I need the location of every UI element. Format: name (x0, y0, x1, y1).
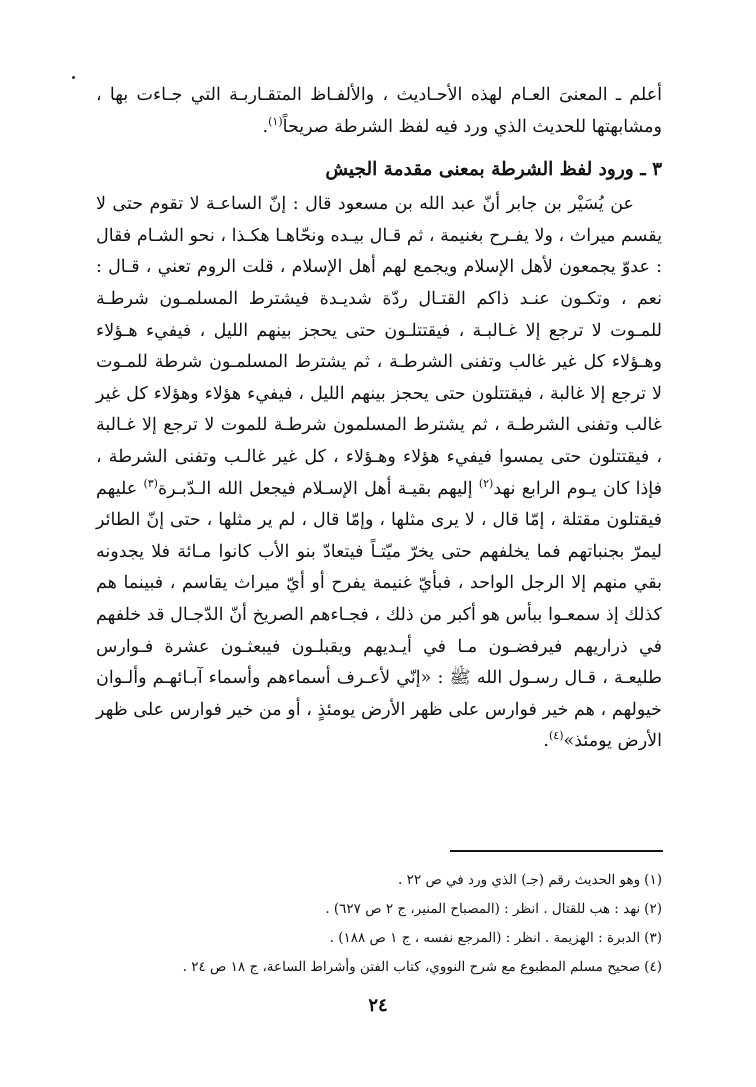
intro-paragraph (96, 80, 662, 143)
footnote-ref-3: (٣) (143, 476, 158, 490)
main-text-block (96, 80, 662, 758)
footnote-item (96, 953, 662, 982)
hadith-paragraph-end: . (543, 731, 549, 752)
footnote-number: (٢) (644, 901, 662, 917)
page-number: ٢٤ (368, 995, 388, 1016)
section-heading (96, 153, 662, 187)
hadith-paragraph (96, 189, 662, 758)
section-heading-number: ٣ ـ (640, 159, 662, 181)
footnote-item (96, 895, 662, 924)
footnote-item (96, 924, 662, 953)
section-heading-title: ورود لفظ الشرطة بمعنى مقدمة الجيش (325, 159, 634, 181)
footnote-item (96, 866, 662, 895)
footnote-separator-rule (450, 850, 663, 852)
footnote-number: (٤) (644, 959, 662, 975)
hadith-paragraph-part1: عن يُسَيْر بن جابر أنّ عبد الله بن مسعود قال : إنّ الساعـة لا تقوم حتى لا يقسم ميراث ، ولا يفـرح بغنيمة ، ثم قـال بيـده ونحّاهـا هكـذا ، نحو الشـام فقال : عدوّ يجمعون لأهل الإسلام ويجمع لهم أهل الإسلام ، قلت الروم تعني ، قـال : نعم ، وتكـون عنـد ذاكم القتـال ردّة شديـدة فيشترط المسلمـون شرطـة للمـوت لا ترجع إلا غـالبـة ، فيقتتلـون حتى يحجز بينهم الليل ، فيفيء هـؤلاء وهـؤلاء كل غير غالب وتفنى الشرطـة ، ثم يشترط المسلمـون شرطة للمـوت لا ترجع إلا غالبة ، فيقتتلون حتى يحجز بينهم الليل ، فيفيء هؤلاء وهؤلاء كل غير غالب وتفنى الشرطـة ، ثم يشترط المسلمون شرطـة للموت لا ترجع إلا غـالبة ، فيقتتلون حتى يمسوا فيفيء هؤلاء وهـؤلاء ، كل غير غالـب وتفنى الشرطة ، فإذا كان يـوم الرابع نهد (96, 194, 662, 499)
footnote-text: نهد : هب للقتال . انظر : (المصباح المنير، ج ٢ ص ٦٢٧) . (325, 901, 641, 917)
footnote-ref-1: (١) (268, 114, 283, 128)
footnote-number: (٣) (644, 930, 662, 946)
hadith-paragraph-part3: عليهم فيقتلون مقتلة ، إمّا قال ، لا يرى مثلها ، وإمّا قال ، لم ير مثلها ، حتى إنّ الطائر ليمرّ بجنباتهم فما يخلفهم حتى يخرّ ميّتـاً فيتعادّ بنو الأب كانوا مـائة فلا يجدونه بقي منهم إلا الرجل الواحد ، فبأيّ غنيمة يفرح أو أيّ ميراث يقاسم ، فبينما هم كذلك إذ سمعـوا ببأس هو أكبر من ذلك ، فجـاءهم الصريخ أنّ الدّجـال قد خلفهم في ذراريهم فيرفضـون مـا في أيـديهم ويقبلـون فيبعثـون عشرة فـوارس طليعـة ، قـال رسـول الله ﷺ : «إنّي لأعـرف أسماءهم وأسماء آبـائهـم وألـوان خيولهم ، هم خير فوارس على ظهر الأرض يومئذٍ ، أو من خير فوارس على ظهر الأرض يومئذ» (96, 478, 662, 752)
hadith-paragraph-part2: إليهم بقيـة أهل الإسـلام فيجعل الله الـدّبـرة (157, 478, 479, 499)
footnotes-block (96, 866, 662, 982)
footnote-text: صحيح مسلم المطبوع مع شرح النووي، كتاب الفتن وأشراط الساعة، ج ١٨ ص ٢٤ . (182, 959, 641, 975)
stray-dot-mark (72, 76, 75, 79)
intro-paragraph-text: أعلم ـ المعنىَ العـام لهذه الأحـاديث ، والألفـاظ المتقـاربـة التي جـاءت بها ، ومشابهتها للحديث الذي ورد فيه لفظ الشرطة صريحاً (96, 85, 662, 137)
footnote-ref-4: (٤) (549, 729, 564, 743)
footnote-text: الدبرة : الهزيمة . انظر : (المرجع نفسه ، ج ١ ص ١٨٨) . (329, 930, 641, 946)
footnote-text: وهو الحديث رقم (جـ) الذي ورد في ص ٢٢ . (398, 872, 641, 888)
intro-paragraph-end: . (262, 116, 269, 137)
footnote-number: (١) (644, 872, 662, 888)
footnote-ref-2: (٢) (478, 476, 494, 490)
